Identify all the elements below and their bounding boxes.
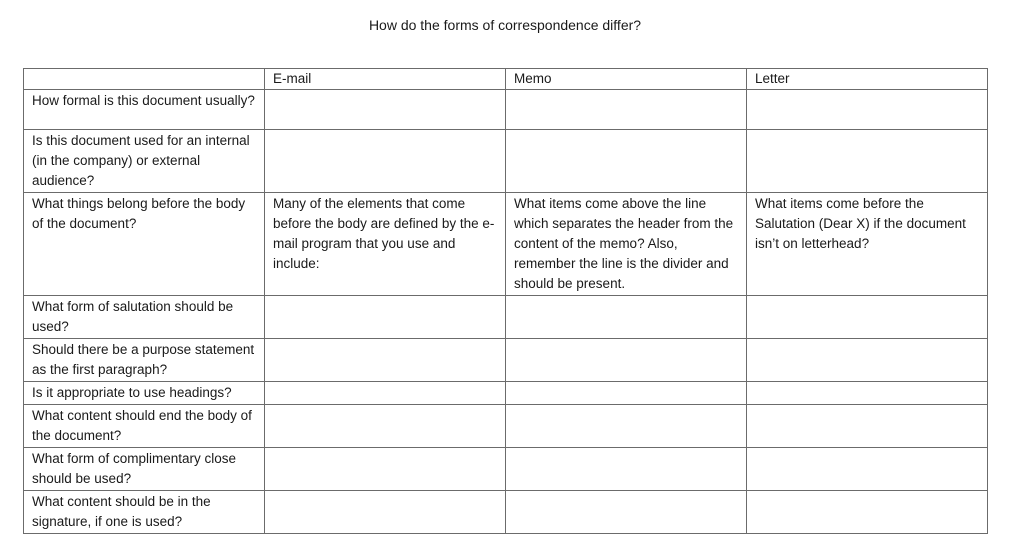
email-cell[interactable] (265, 491, 506, 534)
table-row (24, 448, 988, 491)
question-cell: What content should be in the signature, if one is used? (24, 491, 265, 534)
question-cell: What form of complimentary close should be used? (24, 448, 265, 491)
memo-cell[interactable] (506, 448, 747, 491)
letter-cell[interactable] (747, 405, 988, 448)
table-row (24, 382, 988, 405)
header-cell-email: E-mail (265, 69, 506, 90)
table-row (24, 130, 988, 193)
letter-cell[interactable] (747, 339, 988, 382)
memo-cell[interactable] (506, 405, 747, 448)
question-cell: Is it appropriate to use headings? (24, 382, 265, 405)
question-cell: Should there be a purpose statement as the first paragraph? (24, 339, 265, 382)
letter-cell[interactable] (747, 130, 988, 193)
comparison-table (23, 68, 988, 534)
table-row (24, 491, 988, 534)
email-cell[interactable] (265, 382, 506, 405)
table-row (24, 339, 988, 382)
email-cell[interactable] (265, 339, 506, 382)
letter-cell[interactable] (747, 491, 988, 534)
header-cell-letter: Letter (747, 69, 988, 90)
memo-cell[interactable] (506, 382, 747, 405)
email-cell[interactable] (265, 405, 506, 448)
letter-cell[interactable] (747, 382, 988, 405)
question-cell: What content should end the body of the document? (24, 405, 265, 448)
memo-cell[interactable] (506, 339, 747, 382)
memo-cell[interactable]: What items come above the line which separates the header from the content of the memo? Also, remember the line is the divider and should be present. (506, 193, 747, 296)
email-cell[interactable]: Many of the elements that come before the body are defined by the e-mail program that you use and include: (265, 193, 506, 296)
header-cell-blank (24, 69, 265, 90)
email-cell[interactable] (265, 296, 506, 339)
question-cell: What things belong before the body of the document? (24, 193, 265, 296)
table-row (24, 296, 988, 339)
memo-cell[interactable] (506, 130, 747, 193)
table-header-row (24, 69, 988, 90)
letter-cell[interactable] (747, 448, 988, 491)
question-cell: How formal is this document usually? (24, 90, 265, 130)
table-row (24, 90, 988, 130)
memo-cell[interactable] (506, 491, 747, 534)
header-cell-memo: Memo (506, 69, 747, 90)
memo-cell[interactable] (506, 296, 747, 339)
letter-cell[interactable] (747, 90, 988, 130)
email-cell[interactable] (265, 90, 506, 130)
memo-cell[interactable] (506, 90, 747, 130)
email-cell[interactable] (265, 448, 506, 491)
question-cell: What form of salutation should be used? (24, 296, 265, 339)
table-row (24, 405, 988, 448)
table-row (24, 193, 988, 296)
question-cell: Is this document used for an internal (in the company) or external audience? (24, 130, 265, 193)
email-cell[interactable] (265, 130, 506, 193)
document-title: How do the forms of correspondence differ? (368, 17, 642, 33)
letter-cell[interactable] (747, 296, 988, 339)
letter-cell[interactable]: What items come before the Salutation (Dear X) if the document isn’t on letterhead? (747, 193, 988, 296)
